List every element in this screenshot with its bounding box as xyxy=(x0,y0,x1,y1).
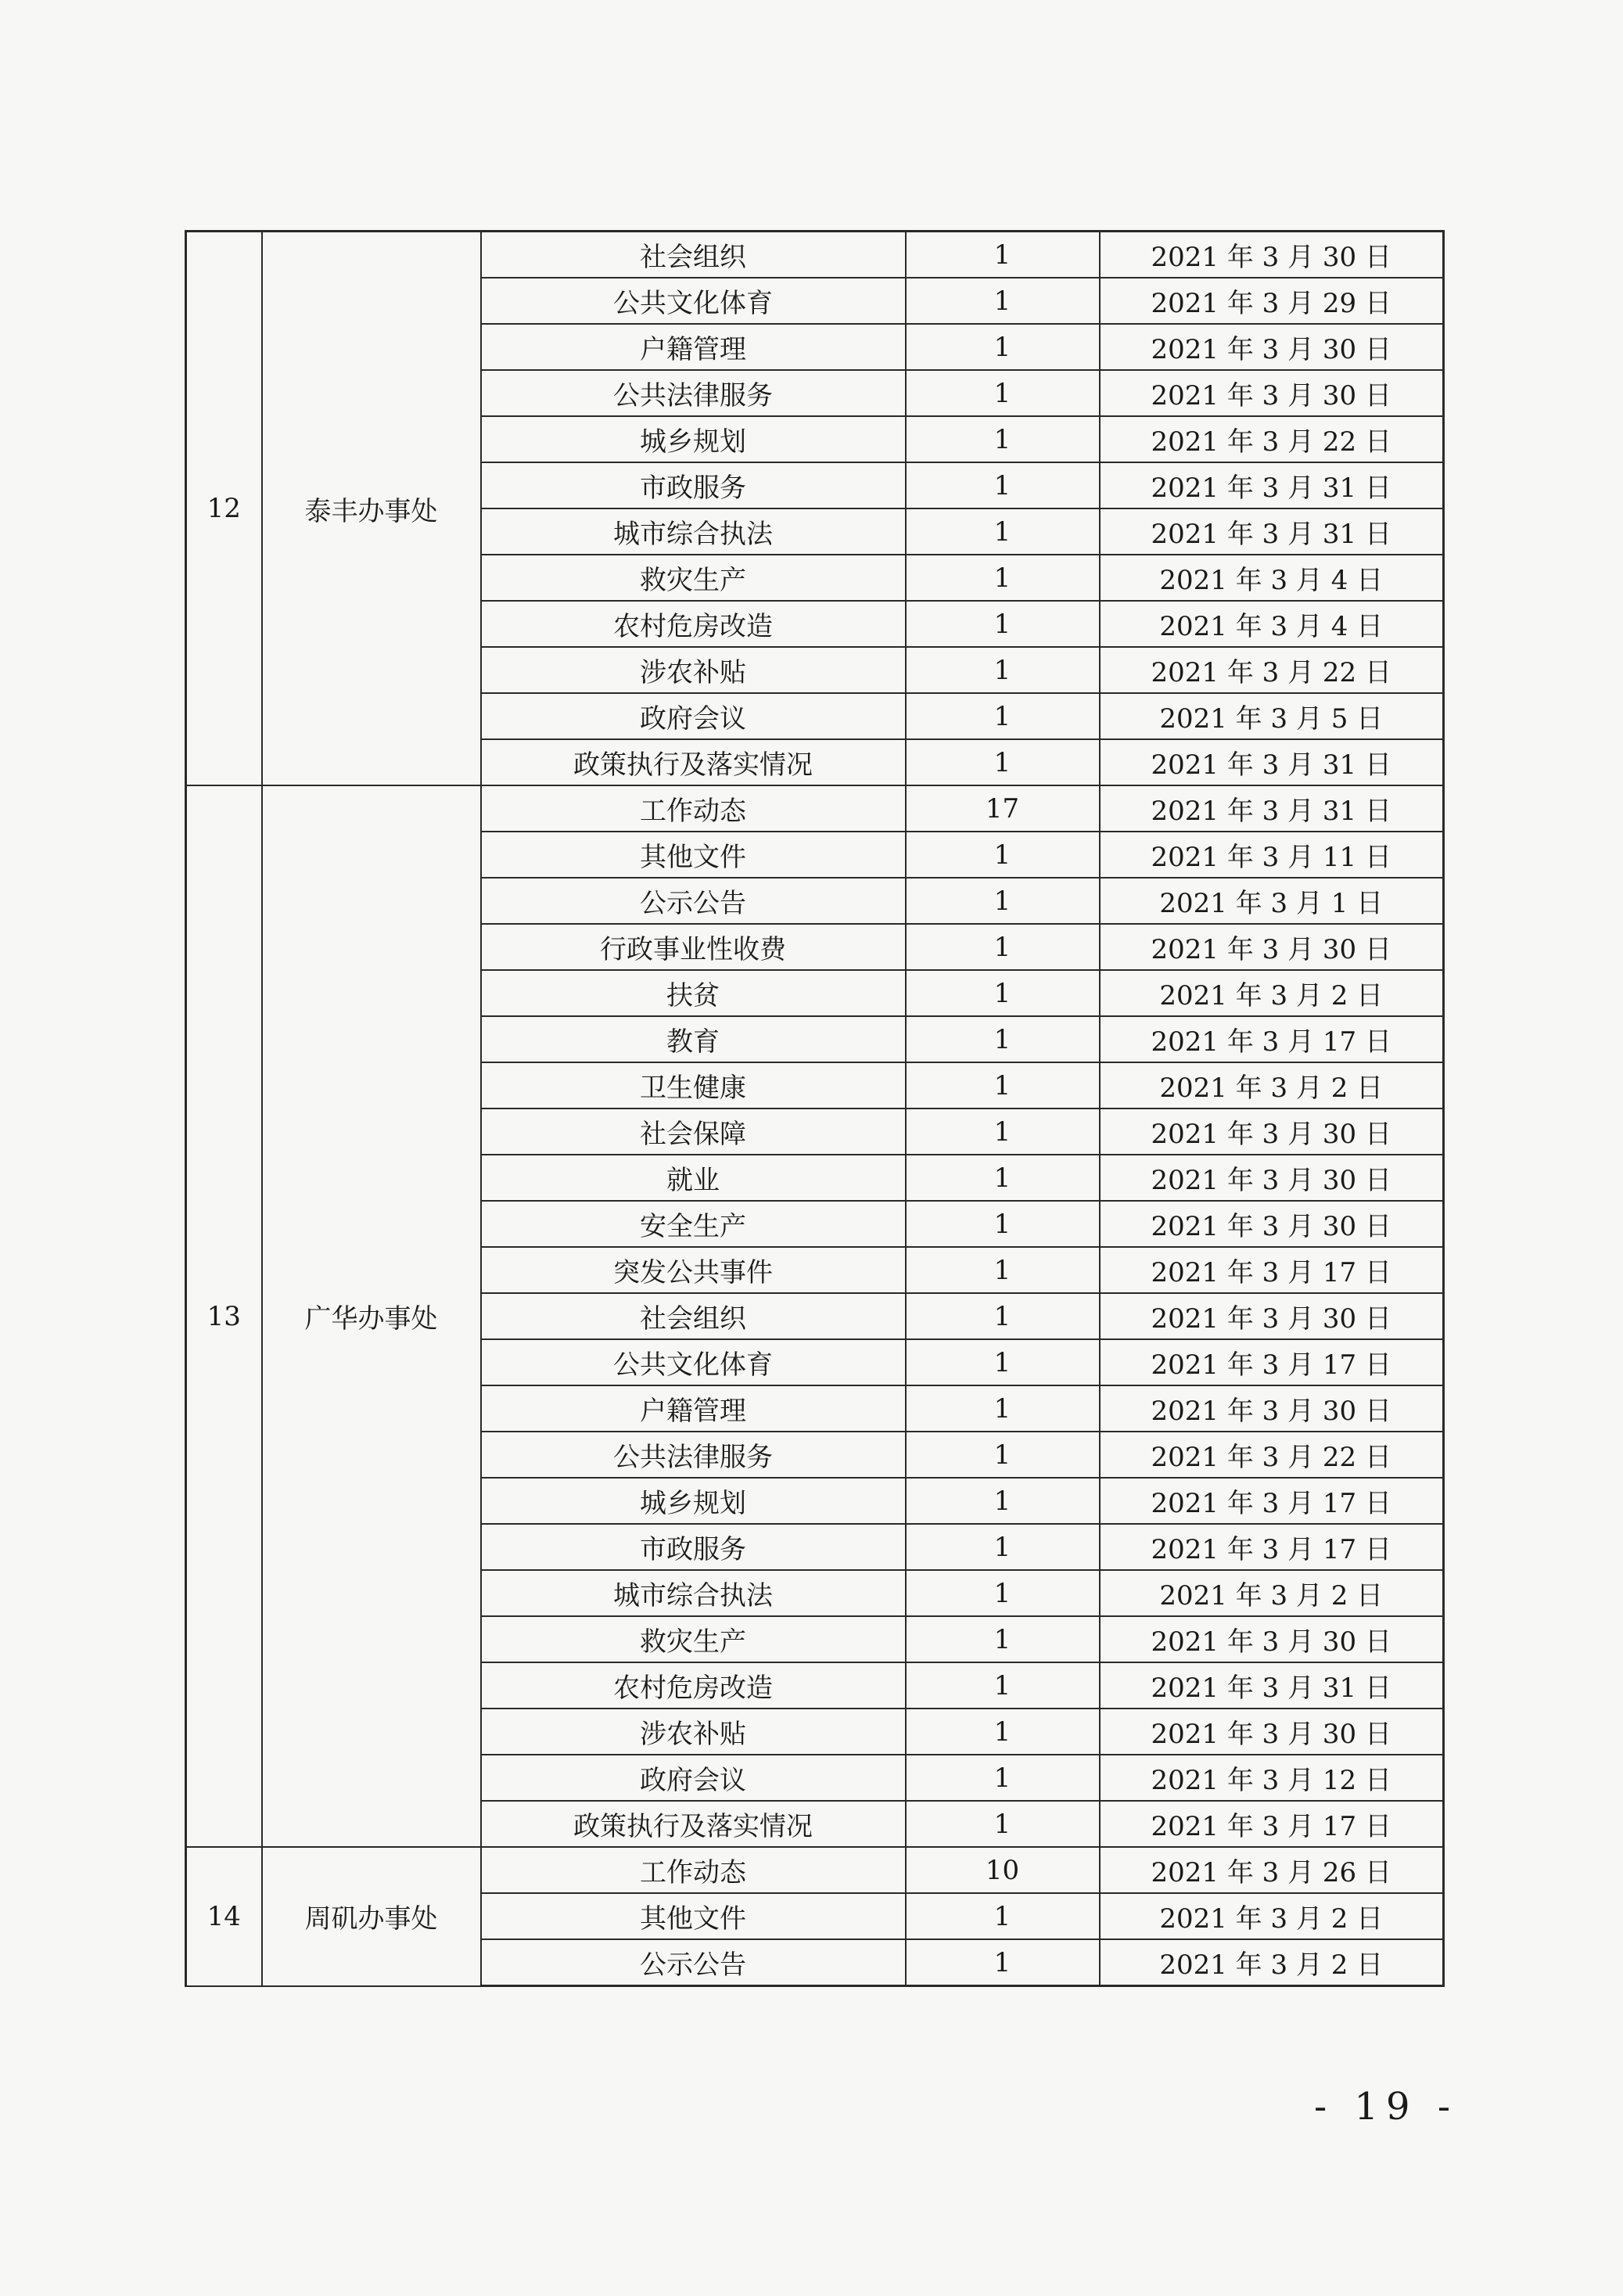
category-cell: 工作动态 xyxy=(481,1847,906,1893)
category-cell: 政策执行及落实情况 xyxy=(481,1801,906,1847)
date-cell: 2021 年 3 月 17 日 xyxy=(1100,1524,1444,1570)
table-row xyxy=(186,785,1444,832)
category-cell: 社会保障 xyxy=(481,1108,906,1155)
date-cell: 2021 年 3 月 30 日 xyxy=(1100,1293,1444,1339)
category-cell: 公共法律服务 xyxy=(481,370,906,416)
date-cell: 2021 年 3 月 31 日 xyxy=(1100,785,1444,832)
count-cell: 1 xyxy=(906,1293,1100,1339)
category-cell: 工作动态 xyxy=(481,785,906,832)
count-cell: 1 xyxy=(906,232,1100,278)
date-cell: 2021 年 3 月 5 日 xyxy=(1100,693,1444,739)
row-index-cell: 14 xyxy=(186,1847,262,1986)
category-cell: 市政服务 xyxy=(481,462,906,508)
category-cell: 公示公告 xyxy=(481,1939,906,1986)
row-index-cell: 12 xyxy=(186,232,262,786)
date-cell: 2021 年 3 月 4 日 xyxy=(1100,601,1444,647)
row-index-cell: 13 xyxy=(186,785,262,1847)
category-cell: 城乡规划 xyxy=(481,416,906,462)
date-cell: 2021 年 3 月 31 日 xyxy=(1100,739,1444,785)
date-cell: 2021 年 3 月 30 日 xyxy=(1100,1108,1444,1155)
disclosure-table xyxy=(185,230,1445,1987)
date-cell: 2021 年 3 月 30 日 xyxy=(1100,1709,1444,1755)
category-cell: 户籍管理 xyxy=(481,324,906,370)
count-cell: 1 xyxy=(906,555,1100,601)
category-cell: 其他文件 xyxy=(481,832,906,878)
category-cell: 公共文化体育 xyxy=(481,278,906,324)
date-cell: 2021 年 3 月 29 日 xyxy=(1100,278,1444,324)
count-cell: 1 xyxy=(906,1062,1100,1108)
count-cell: 1 xyxy=(906,1662,1100,1709)
count-cell: 1 xyxy=(906,1478,1100,1524)
count-cell: 1 xyxy=(906,1570,1100,1616)
count-cell: 1 xyxy=(906,416,1100,462)
count-cell: 1 xyxy=(906,462,1100,508)
count-cell: 1 xyxy=(906,1016,1100,1062)
category-cell: 救灾生产 xyxy=(481,1616,906,1662)
count-cell: 17 xyxy=(906,785,1100,832)
date-cell: 2021 年 3 月 22 日 xyxy=(1100,416,1444,462)
date-cell: 2021 年 3 月 2 日 xyxy=(1100,1893,1444,1939)
count-cell: 1 xyxy=(906,601,1100,647)
category-cell: 政府会议 xyxy=(481,693,906,739)
category-cell: 城乡规划 xyxy=(481,1478,906,1524)
count-cell: 1 xyxy=(906,1524,1100,1570)
date-cell: 2021 年 3 月 4 日 xyxy=(1100,555,1444,601)
date-cell: 2021 年 3 月 17 日 xyxy=(1100,1016,1444,1062)
table-body xyxy=(186,232,1444,1986)
count-cell: 1 xyxy=(906,739,1100,785)
category-cell: 政府会议 xyxy=(481,1755,906,1801)
date-cell: 2021 年 3 月 30 日 xyxy=(1100,1616,1444,1662)
count-cell: 1 xyxy=(906,1755,1100,1801)
category-cell: 就业 xyxy=(481,1155,906,1201)
count-cell: 1 xyxy=(906,832,1100,878)
category-cell: 公示公告 xyxy=(481,878,906,924)
category-cell: 涉农补贴 xyxy=(481,647,906,693)
category-cell: 卫生健康 xyxy=(481,1062,906,1108)
category-cell: 城市综合执法 xyxy=(481,508,906,555)
date-cell: 2021 年 3 月 17 日 xyxy=(1100,1247,1444,1293)
date-cell: 2021 年 3 月 17 日 xyxy=(1100,1801,1444,1847)
date-cell: 2021 年 3 月 12 日 xyxy=(1100,1755,1444,1801)
category-cell: 城市综合执法 xyxy=(481,1570,906,1616)
date-cell: 2021 年 3 月 31 日 xyxy=(1100,508,1444,555)
count-cell: 10 xyxy=(906,1847,1100,1893)
count-cell: 1 xyxy=(906,508,1100,555)
count-cell: 1 xyxy=(906,1801,1100,1847)
date-cell: 2021 年 3 月 17 日 xyxy=(1100,1478,1444,1524)
date-cell: 2021 年 3 月 26 日 xyxy=(1100,1847,1444,1893)
office-name-cell: 周矶办事处 xyxy=(262,1847,481,1986)
category-cell: 行政事业性收费 xyxy=(481,924,906,970)
category-cell: 公共文化体育 xyxy=(481,1339,906,1385)
count-cell: 1 xyxy=(906,1893,1100,1939)
category-cell: 涉农补贴 xyxy=(481,1709,906,1755)
category-cell: 安全生产 xyxy=(481,1201,906,1247)
category-cell: 教育 xyxy=(481,1016,906,1062)
count-cell: 1 xyxy=(906,278,1100,324)
count-cell: 1 xyxy=(906,1709,1100,1755)
count-cell: 1 xyxy=(906,924,1100,970)
date-cell: 2021 年 3 月 2 日 xyxy=(1100,1062,1444,1108)
category-cell: 社会组织 xyxy=(481,1293,906,1339)
count-cell: 1 xyxy=(906,324,1100,370)
date-cell: 2021 年 3 月 31 日 xyxy=(1100,462,1444,508)
category-cell: 其他文件 xyxy=(481,1893,906,1939)
category-cell: 农村危房改造 xyxy=(481,1662,906,1709)
count-cell: 1 xyxy=(906,1385,1100,1432)
date-cell: 2021 年 3 月 11 日 xyxy=(1100,832,1444,878)
office-name-cell: 广华办事处 xyxy=(262,785,481,1847)
date-cell: 2021 年 3 月 30 日 xyxy=(1100,232,1444,278)
date-cell: 2021 年 3 月 30 日 xyxy=(1100,1385,1444,1432)
date-cell: 2021 年 3 月 30 日 xyxy=(1100,1155,1444,1201)
office-name-cell: 泰丰办事处 xyxy=(262,232,481,786)
category-cell: 突发公共事件 xyxy=(481,1247,906,1293)
count-cell: 1 xyxy=(906,693,1100,739)
count-cell: 1 xyxy=(906,647,1100,693)
category-cell: 农村危房改造 xyxy=(481,601,906,647)
date-cell: 2021 年 3 月 30 日 xyxy=(1100,324,1444,370)
count-cell: 1 xyxy=(906,970,1100,1016)
count-cell: 1 xyxy=(906,878,1100,924)
count-cell: 1 xyxy=(906,1939,1100,1986)
category-cell: 市政服务 xyxy=(481,1524,906,1570)
date-cell: 2021 年 3 月 31 日 xyxy=(1100,1662,1444,1709)
count-cell: 1 xyxy=(906,370,1100,416)
count-cell: 1 xyxy=(906,1616,1100,1662)
date-cell: 2021 年 3 月 30 日 xyxy=(1100,924,1444,970)
date-cell: 2021 年 3 月 1 日 xyxy=(1100,878,1444,924)
date-cell: 2021 年 3 月 2 日 xyxy=(1100,1939,1444,1986)
page-number: - 19 - xyxy=(1314,2085,1459,2129)
category-cell: 社会组织 xyxy=(481,232,906,278)
date-cell: 2021 年 3 月 22 日 xyxy=(1100,1432,1444,1478)
category-cell: 户籍管理 xyxy=(481,1385,906,1432)
category-cell: 公共法律服务 xyxy=(481,1432,906,1478)
date-cell: 2021 年 3 月 22 日 xyxy=(1100,647,1444,693)
table-row xyxy=(186,232,1444,278)
count-cell: 1 xyxy=(906,1155,1100,1201)
count-cell: 1 xyxy=(906,1201,1100,1247)
count-cell: 1 xyxy=(906,1432,1100,1478)
count-cell: 1 xyxy=(906,1247,1100,1293)
date-cell: 2021 年 3 月 30 日 xyxy=(1100,370,1444,416)
count-cell: 1 xyxy=(906,1339,1100,1385)
date-cell: 2021 年 3 月 17 日 xyxy=(1100,1339,1444,1385)
category-cell: 政策执行及落实情况 xyxy=(481,739,906,785)
date-cell: 2021 年 3 月 30 日 xyxy=(1100,1201,1444,1247)
table-row xyxy=(186,1847,1444,1893)
count-cell: 1 xyxy=(906,1108,1100,1155)
category-cell: 救灾生产 xyxy=(481,555,906,601)
date-cell: 2021 年 3 月 2 日 xyxy=(1100,1570,1444,1616)
date-cell: 2021 年 3 月 2 日 xyxy=(1100,970,1444,1016)
category-cell: 扶贫 xyxy=(481,970,906,1016)
